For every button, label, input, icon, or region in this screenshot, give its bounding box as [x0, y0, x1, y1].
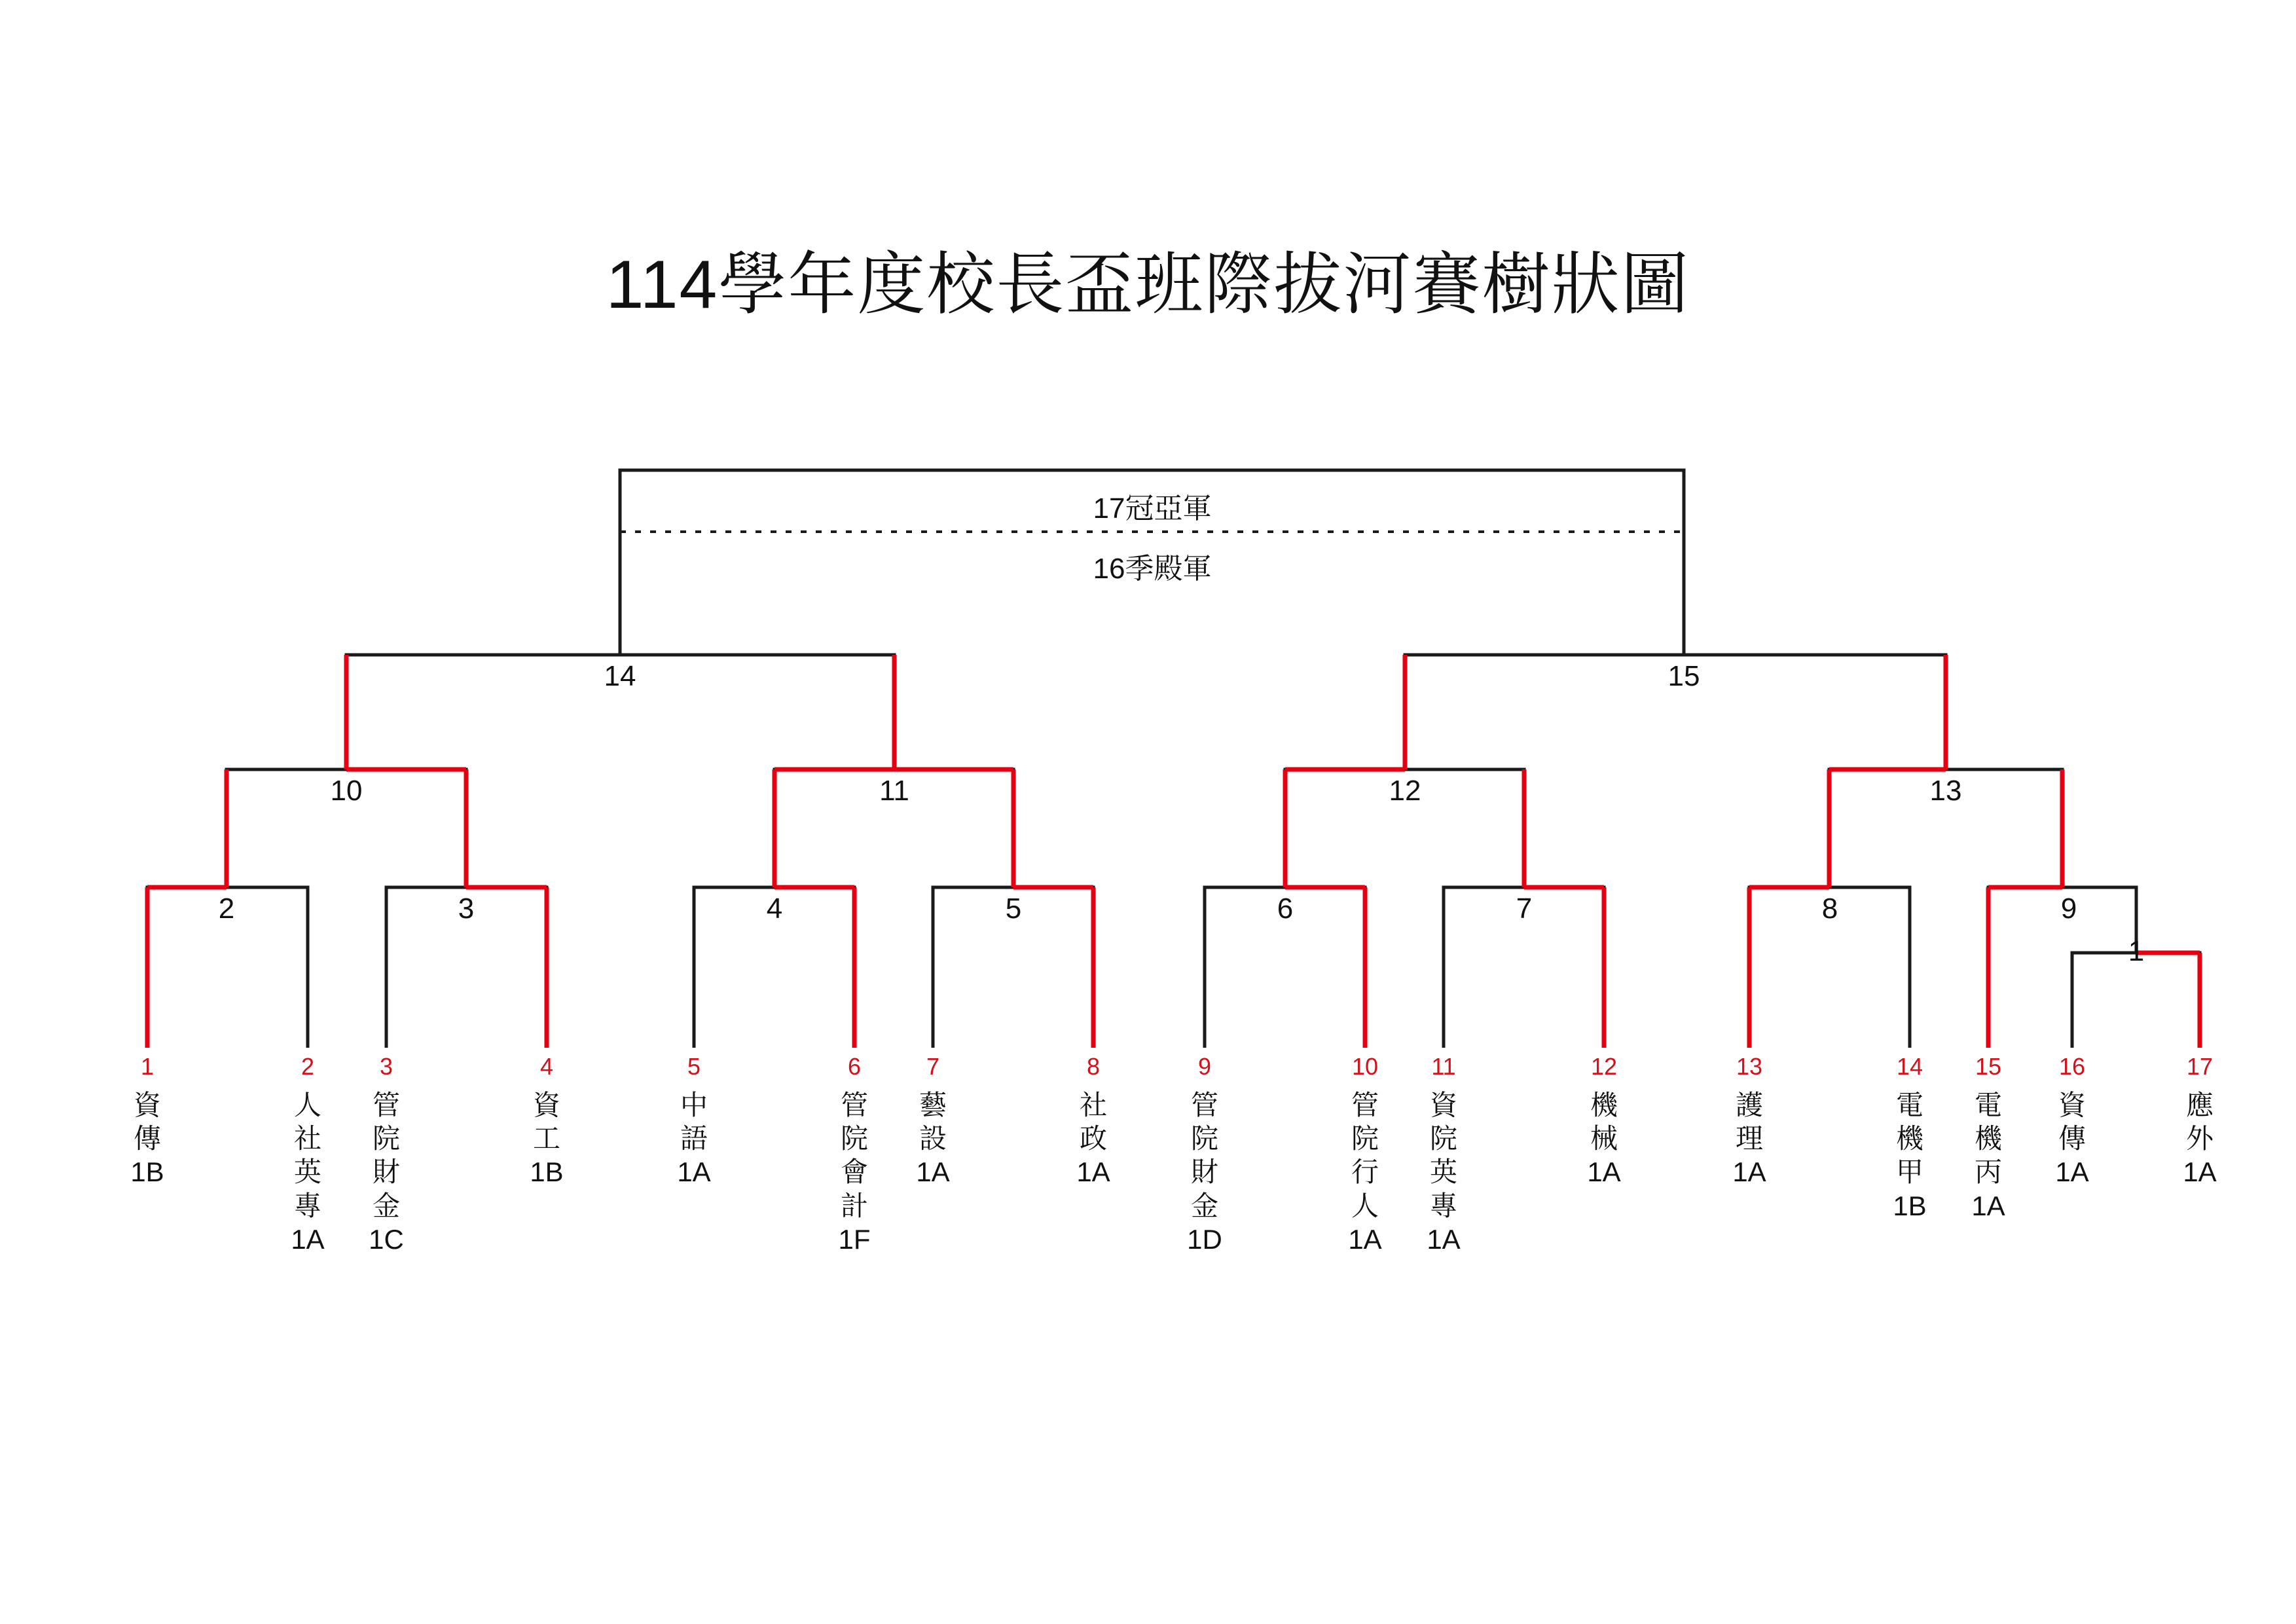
final-champion-label: 17冠亞軍 — [1093, 492, 1212, 525]
team-name: 管 院 財 金 1D — [1187, 1090, 1222, 1255]
team-name: 管 院 財 金 1C — [369, 1090, 404, 1255]
team-name: 藝 設 1A — [916, 1090, 950, 1188]
page-title: 114學年度校長盃班際拔河賽樹狀圖 — [606, 247, 1690, 323]
match-node-5: 5 — [1005, 893, 1022, 925]
match-node-8: 8 — [1821, 893, 1838, 925]
match-node-14: 14 — [604, 660, 636, 692]
match-node-9: 9 — [2060, 893, 2077, 925]
match-node-10: 10 — [330, 775, 363, 807]
seed-number: 7 — [926, 1053, 940, 1080]
seed-number: 12 — [1590, 1053, 1618, 1080]
team-name: 資 傳 1A — [2055, 1090, 2089, 1188]
seed-number: 11 — [1431, 1053, 1456, 1080]
seed-number: 15 — [1975, 1053, 2002, 1080]
team-name: 資 傳 1B — [130, 1090, 164, 1188]
seed-number: 6 — [847, 1053, 862, 1080]
seed-number: 17 — [2186, 1053, 2214, 1080]
seed-number: 4 — [539, 1053, 554, 1080]
team-name: 應 外 1A — [2183, 1090, 2217, 1188]
match-node-3: 3 — [458, 893, 475, 925]
team-name: 電 機 甲 1B — [1893, 1090, 1927, 1221]
seed-number: 5 — [687, 1053, 701, 1080]
team-name: 中 語 1A — [677, 1090, 711, 1188]
seed-number: 14 — [1896, 1053, 1923, 1080]
seed-number: 3 — [379, 1053, 393, 1080]
seed-number: 8 — [1086, 1053, 1101, 1080]
team-name: 人 社 英 專 1A — [291, 1090, 325, 1255]
final-third-place-label: 16季殿軍 — [1093, 553, 1212, 585]
seed-number: 9 — [1197, 1053, 1212, 1080]
match-node-11: 11 — [879, 775, 909, 807]
match-node-6: 6 — [1277, 893, 1294, 925]
team-name: 管 院 行 人 1A — [1348, 1090, 1382, 1255]
match-node-4: 4 — [766, 893, 783, 925]
team-name: 護 理 1A — [1732, 1090, 1766, 1188]
seed-number: 16 — [2058, 1053, 2086, 1080]
seed-number: 10 — [1351, 1053, 1379, 1080]
seed-number: 2 — [301, 1053, 315, 1080]
match-node-12: 12 — [1389, 775, 1421, 807]
seed-number: 13 — [1736, 1053, 1763, 1080]
match-node-15: 15 — [1667, 660, 1700, 692]
seed-number: 1 — [140, 1053, 155, 1080]
match-node-2: 2 — [218, 893, 235, 925]
match-node-7: 7 — [1516, 893, 1533, 925]
team-name: 社 政 1A — [1076, 1090, 1110, 1188]
team-name: 資 工 1B — [530, 1090, 564, 1188]
match-node-13: 13 — [1929, 775, 1962, 807]
match-node-1: 1 — [2128, 935, 2145, 967]
team-name: 資 院 英 專 1A — [1427, 1090, 1461, 1255]
team-name: 機 械 1A — [1587, 1090, 1621, 1188]
team-name: 管 院 會 計 1F — [838, 1090, 871, 1255]
team-name: 電 機 丙 1A — [1971, 1090, 2005, 1221]
